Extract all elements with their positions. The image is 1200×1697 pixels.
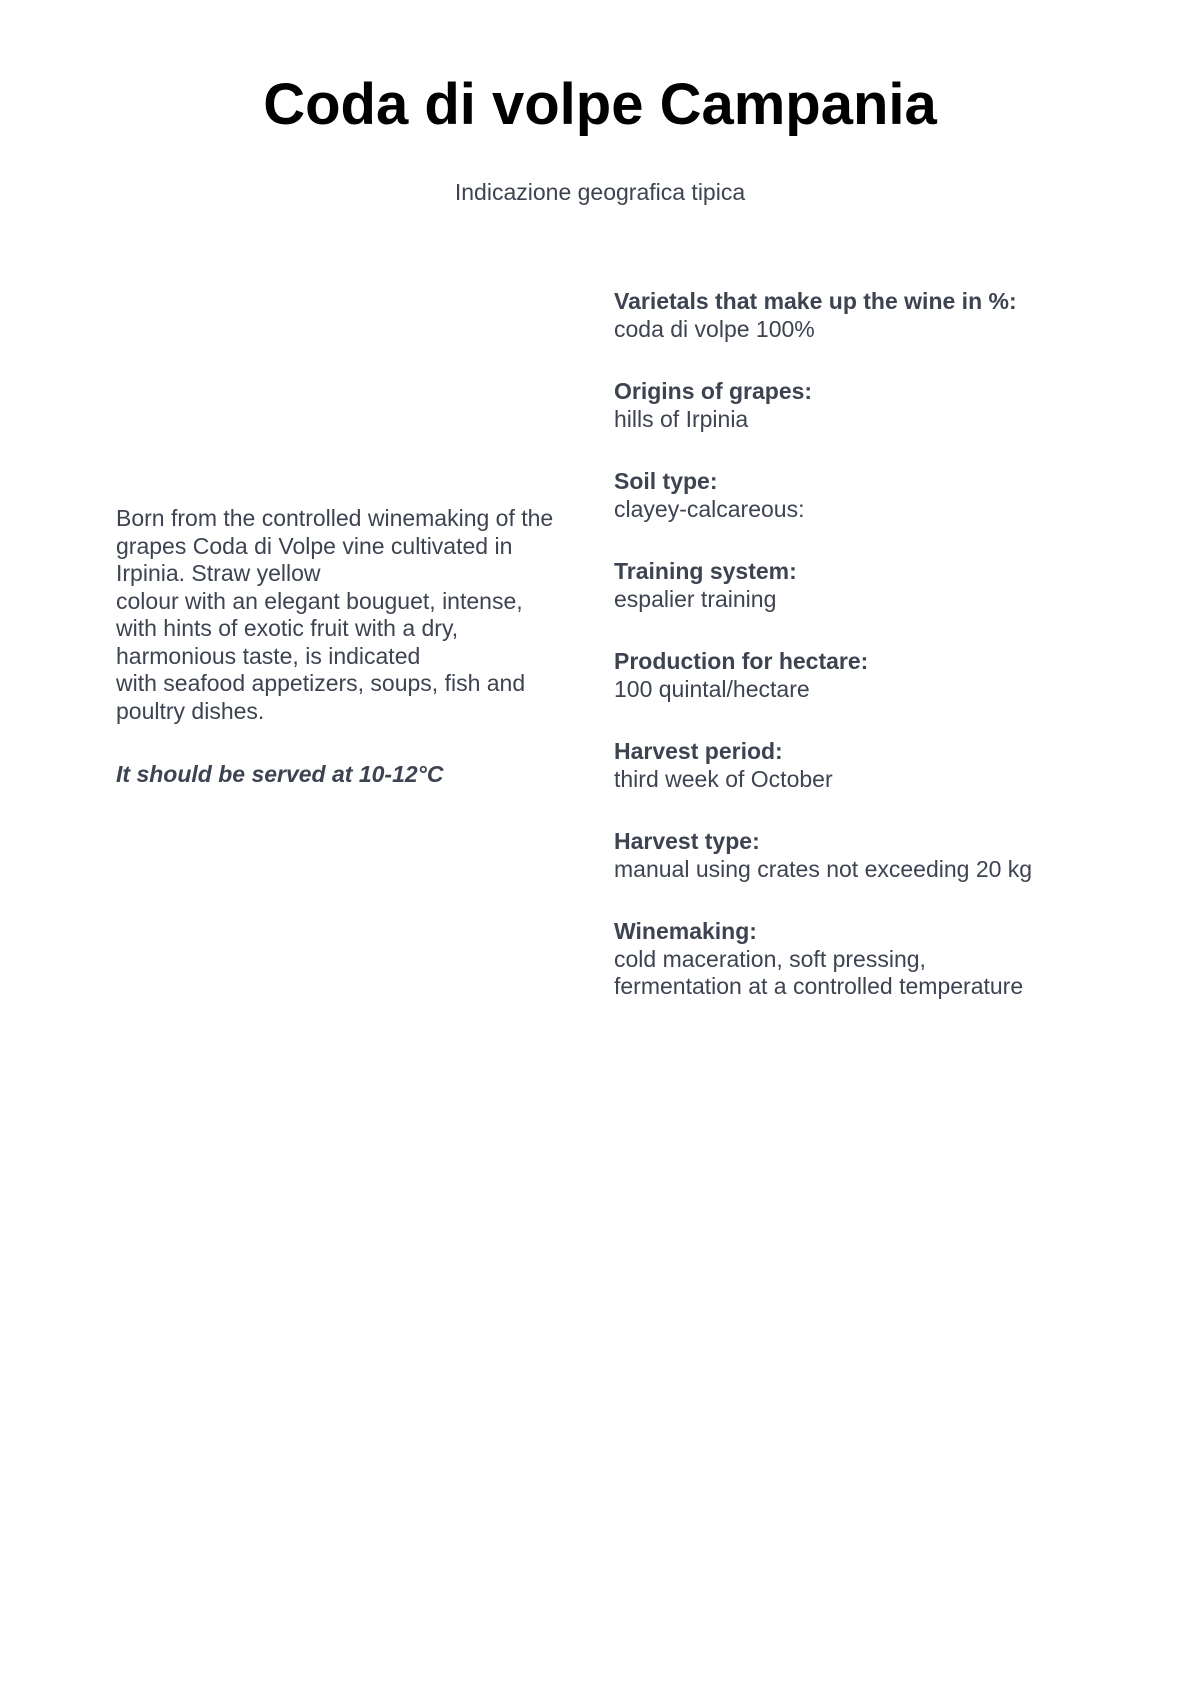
spec-label: Production for hectare: (614, 648, 869, 674)
description-line: poultry dishes. (116, 697, 265, 724)
spec-training-system (614, 558, 1174, 613)
description-line: with seafood appetizers, soups, fish and (116, 670, 526, 696)
spec-winemaking (614, 918, 1174, 1001)
spec-soil-type (614, 468, 1174, 523)
spec-value (614, 766, 1174, 794)
spec-varietals (614, 288, 1174, 343)
page-title: Coda di volpe Campania (263, 72, 937, 137)
spec-value-line: manual using crates not exceeding 20 kg (614, 855, 1033, 882)
spec-harvest-type (614, 828, 1174, 883)
spec-origins (614, 378, 1174, 433)
spec-harvest-period (614, 738, 1174, 793)
description-line: Irpinia. Straw yellow (116, 560, 321, 586)
spec-value-line: clayey-calcareous: (614, 495, 805, 522)
serving-temperature-note: It should be served at 10-12°C (116, 761, 444, 787)
description-line: colour with an elegant bouguet, intense, (116, 587, 523, 614)
spec-label: Varietals that make up the wine in %: (614, 288, 1017, 314)
description-line: with hints of exotic fruit with a dry, (116, 615, 459, 641)
page-subtitle: Indicazione geografica tipica (454, 179, 746, 205)
spec-value-line: third week of October (614, 765, 833, 792)
description-line: Born from the controlled winemaking of the (116, 505, 554, 531)
spec-value (614, 496, 1174, 524)
spec-value (614, 676, 1174, 704)
spec-value (614, 856, 1174, 884)
spec-label: Winemaking: (614, 918, 757, 944)
spec-value (614, 946, 1174, 1001)
spec-value (614, 316, 1174, 344)
spec-value-line: fermentation at a controlled temperature (614, 973, 1024, 999)
description-line: grapes Coda di Volpe vine cultivated in (116, 532, 513, 559)
technical-specs (614, 288, 1174, 1036)
spec-value (614, 586, 1174, 614)
spec-production (614, 648, 1174, 703)
description-line: harmonious taste, is indicated (116, 642, 421, 669)
spec-label: Origins of grapes: (614, 378, 813, 404)
spec-value-line: cold maceration, soft pressing, (614, 945, 926, 972)
wine-description (116, 505, 596, 725)
spec-value-line: hills of Irpinia (614, 405, 749, 432)
spec-value-line: espalier training (614, 585, 777, 612)
spec-label: Harvest type: (614, 828, 760, 854)
spec-label: Soil type: (614, 468, 718, 494)
spec-value-line: coda di volpe 100% (614, 315, 815, 342)
spec-value-line: 100 quintal/hectare (614, 675, 810, 702)
spec-value (614, 406, 1174, 434)
spec-label: Harvest period: (614, 738, 783, 764)
spec-label: Training system: (614, 558, 797, 584)
